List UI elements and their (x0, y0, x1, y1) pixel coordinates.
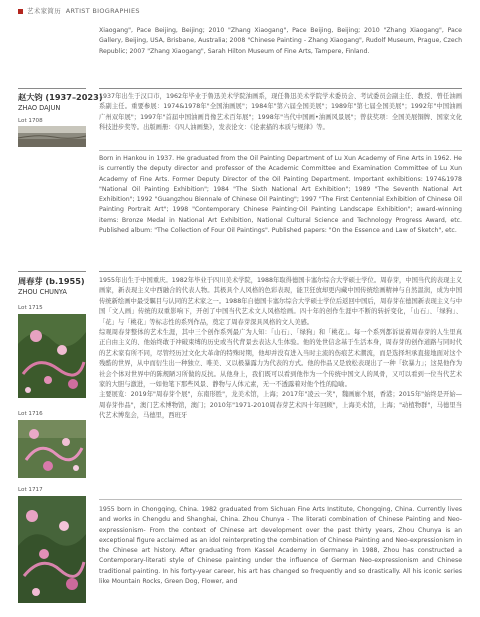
artwork-thumbnail (18, 496, 86, 603)
intro-continuation: Xiaogang", Pace Beijing, Beijing; 2010 "Zhang Xiaogang", Pace Beijing, Beijing; 2010 "Zhang Xiaogang", Pace Gallery, Beijing, USA, Brisbane, Australia; 2008 "Chinese Painting - Zhang Xiaogang", Rudolf Museum, Prague, Czech Republic; 2007 "Zhang Xiaogang", Sarah Hilton Museum of Fine Arts, Tampere, Finland. (99, 27, 462, 55)
artwork-thumbnail (18, 126, 86, 147)
artist-name-en: ZHAO DAJUN (18, 104, 61, 112)
bio-en: 1955 born in Chongqing, China. 1982 graduated from Sichuan Fine Arts Institute, Chongqing, China. Currently lives and works in Chengdu and Shanghai, China. Zhou Chunya - The literati combination of Chinese Painting and Neo-expressionism- From the context of Chinese art development over the past thirty years, Zhou Chunya is an exceptional figure acclaimed as an idol reinterpreting the combination of Chinese Painting and Neo-expressionism in the Chinese art history. After graduating from Kassel Academy in Germany in 1988, Zhou has constructed a Contemporary-literati style of Chinese painting under the influence of German Neo-expressionism and Chinese traditional painting. In his forty-year career, his art has changed so frequently and so drastically. All his iconic series like Mountain Rocks, Green Dog, Flower, and (99, 506, 462, 586)
artwork-thumbnail (18, 314, 86, 398)
lot-number: Lot 1715 (18, 305, 43, 311)
artist-name-en: ZHOU CHUNYA (18, 288, 67, 296)
bio-en: Born in Hankou in 1937. He graduated from the Oil Painting Department of Lu Xun Academy of Fine Arts in 1962. He is currently the deputy director and professor of the Academic Committee and Examination Committee of Lu Xun Academy of Fine Arts. Former Deputy Director of the Oil Painting Department. Important exhibitions: 1974&1978 "National Oil Painting Exhibition"; 1984 "The Sixth National Art Exhibition"; 1989 "The Seventh National Art Exhibition"; 1992 "Guangzhou Biennale of Chinese Oil Painting"; 1997 "The First Centennial Exhibition of Chinese Oil Painting Portrait Art"; 1998 "Contemporary Chinese Painting·Oil Painting Landscape Exhibition"; award-winning items: Bronze Medal in National Art Exhibition, National Cultural Science and Technology Progress Award, etc. Published album: "The Collection of Four Oil Paintings". Published papers: "On the Essence and Law of Sketch", etc. (99, 155, 462, 235)
artist-name-cn: 赵大钧 (1937–2023) (18, 92, 103, 102)
artist-divider-left (18, 271, 86, 272)
bio-cn: 1955年出生于中国重庆。1982年毕业于四川美术学院，1988年取得德国卡塞尔综合大学硕士学位。周春芽，中国当代的表现主义画家，新表现主义中西融合的代表人物。其极具个人风格的色彩表现，能卫狂放却更内藏中国传统绘画精神与自然温润，成为中国传统新绘画中最受瞩目与认同的艺术家之一。1988年自德国卡塞尔综合大学硕士学位后返回中国后，周春芽在德国新表现主义与中国「文人画」传统的双重影响下，开创了中国当代艺术文人风格绘画。四十年的创作生涯中不断的转折变化，「山石」、「绿狗」、「花」与「桃花」等标志性的系列作品，奠定了周春芽深具风格的文人美感。 综观周春芽整体的艺术生涯，其中三个创作系列最广为人知：「山石」、「绿狗」和「桃花」。每一个系列都诉说着周春芽的人生里真正自由主义的、他始终敢于冲破束缚的历史或当代背景去表达人生体验。他的处世信念基于生活本身，周春芽的创作道路与同时代的艺术家有所不同，尽管经历过文化大革命的特殊时期，他却并没有进入当时主流的伤痕艺术潮流，而是选择坦承直接地面对这个残酷的世界，从中而衍生出一种独立、唯美、又以极暴露力为代表的方式。他的作品又是放松表现出了一种「软暴力」；这晃他作为社会个体对世界中的陈规陋习所做的反抗。从他身上，我们既可以看到他作为一个传统中国文人的风骨，又可以看到一位当代艺术家的大胆与激进，一如他笔下那些风景、静物与人体元素，无一不透露着对他个性的隐喻。 主要展览：2019年"周春芽个展"，东南形胜"，龙美术馆，上海；2017年"凌云一笑"，魏画廊个展，香港；2015年"始终是开始—周春芽作品"，澳门艺术博物馆，澳门；2010年"1971-2010周春芽艺术四十年回顾"，上海美术馆，上海；"动植物群"，马德里当代艺术博览会，马德里，西班牙 (99, 277, 463, 420)
artwork-thumbnail (18, 420, 86, 478)
bio-cn: 1937年出生于汉口市，1962年毕业于鲁迅美术学院油画系，现任鲁迅美术学院学术委员会、考试委员会副主任、教授、曾任油画系副主任。重要参展：1974&1978年"全国油画展"；1984年"第六届全国美展"；1989年"第七届全国美展"；1992年"中国油画广州双年展"；1997年"首届中国油画肖像艺术百年展"；1998年"当代中国画•油画风景展"；曾获奖项：全国美展铜牌、国家文化科技进步奖等。出版画册：《四人油画集》，发表论文：《论素描的本质与规律》等。 (99, 93, 462, 132)
artist-divider-right (99, 88, 462, 89)
lot-number: Lot 1716 (18, 411, 43, 417)
lot-number: Lot 1708 (18, 118, 43, 124)
artist-name-cn: 周春芽 (b.1955) (18, 276, 85, 286)
artist-divider-left (18, 88, 86, 89)
section-title-cn: 艺术家简历 (27, 7, 61, 15)
lot-number: Lot 1717 (18, 487, 43, 493)
language-divider (99, 499, 462, 500)
artist-divider-right (99, 271, 462, 272)
section-title-en: ARTIST BIOGRAPHIES (65, 7, 140, 15)
section-marker (18, 9, 23, 14)
running-header (27, 6, 140, 15)
language-divider (99, 150, 462, 151)
